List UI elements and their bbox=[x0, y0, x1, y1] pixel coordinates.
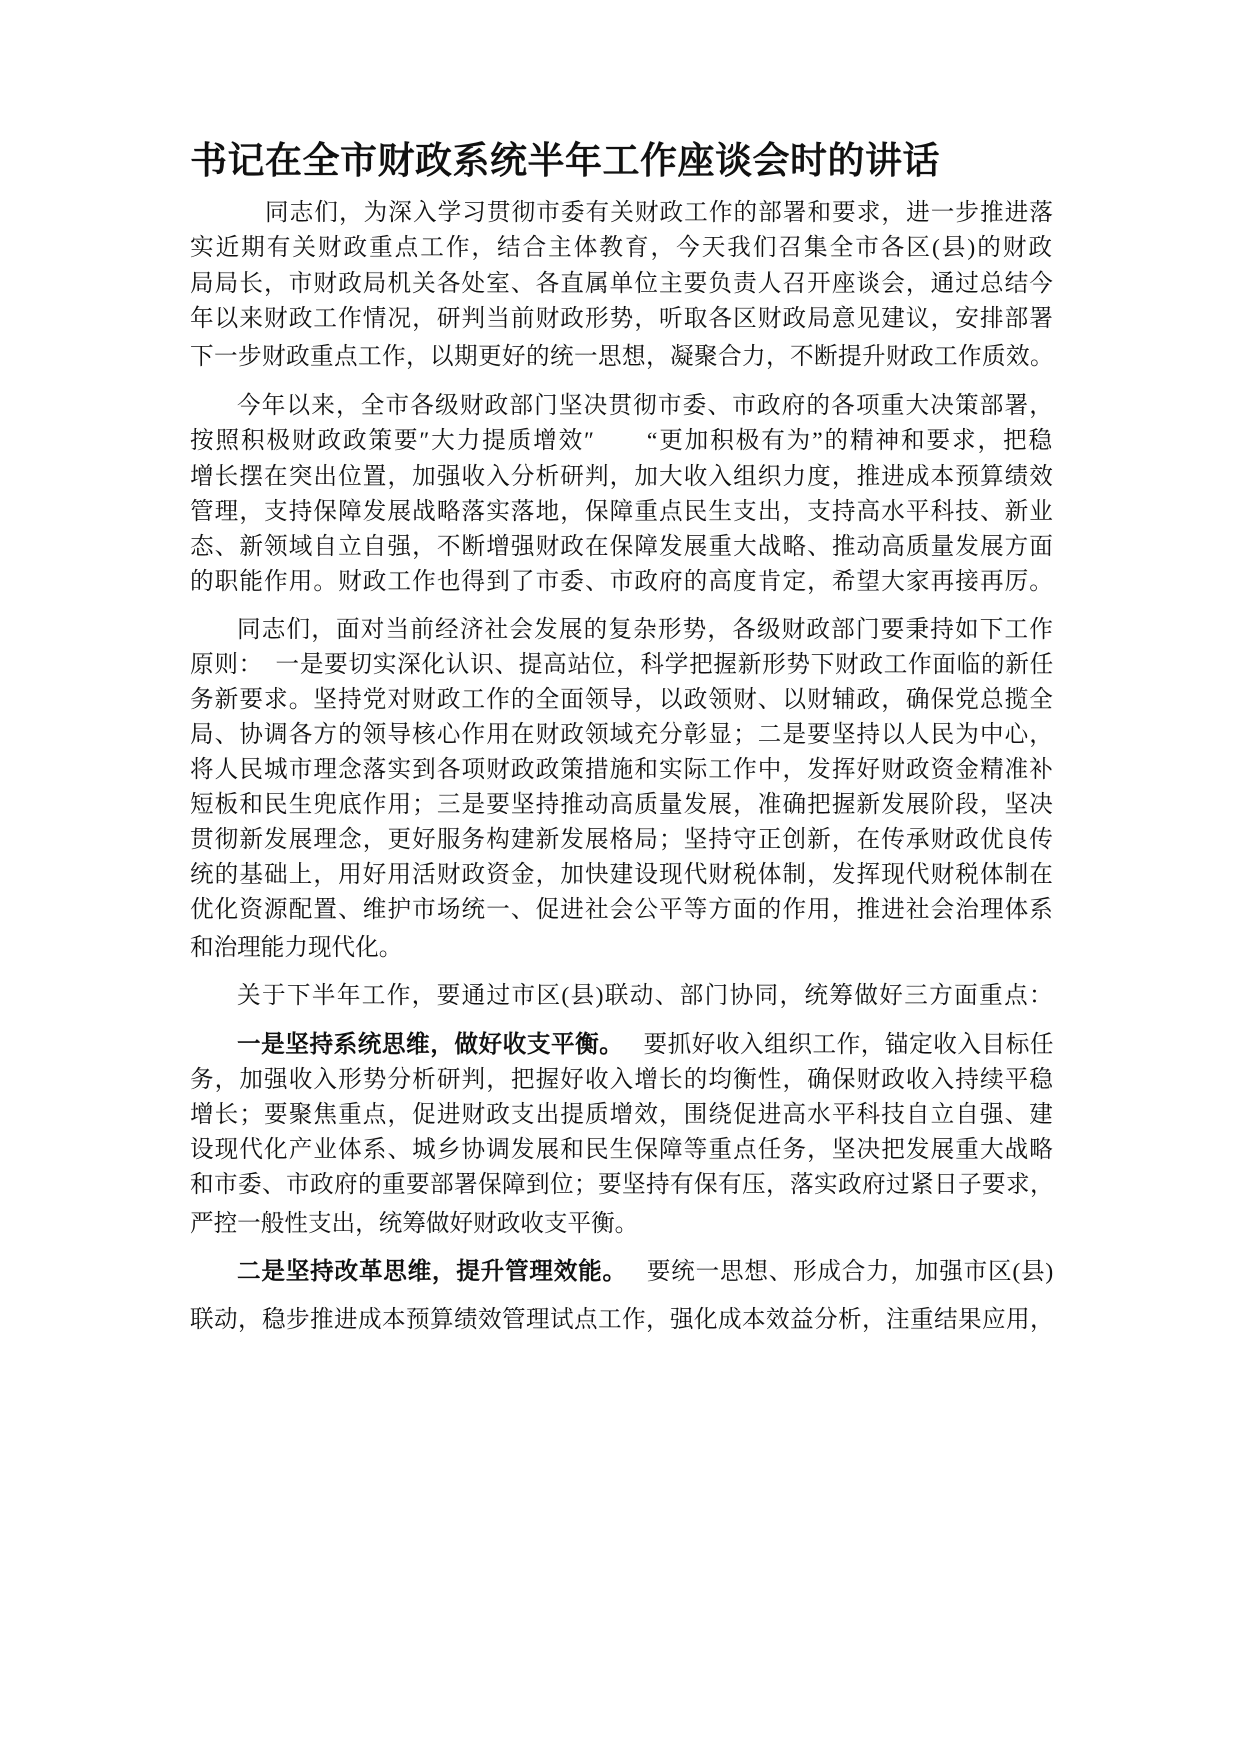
paragraph-1-line-4: 年以来财政工作情况，研判当前财政形势，听取各区财政局意见建议，安排部署 bbox=[190, 306, 1054, 332]
paragraph-5-line-3: 增长；要聚焦重点，促进财政支出提质增效，围绕促进高水平科技自立自强、建 bbox=[190, 1102, 1054, 1128]
paragraph-2-line-5: 态、新领域自立自强，不断增强财政在保障发展重大战略、推动高质量发展方面 bbox=[190, 534, 1054, 560]
paragraph-2-line-6: 的职能作用。财政工作也得到了市委、市政府的高度肯定，希望大家再接再厉。 bbox=[190, 569, 1054, 595]
paragraph-1-line-1: 同志们，为深入学习贯彻市委有关财政工作的部署和要求，进一步推进落 bbox=[265, 200, 1055, 226]
section-heading-2: 二是坚持改革思维，提升管理效能。 bbox=[237, 1259, 627, 1285]
paragraph-2-line-2: 按照积极财政政策要″大力提质增效″ “更加积极有为”的精神和要求，把稳 bbox=[190, 428, 1054, 454]
paragraph-4-line-1: 关于下半年工作，要通过市区(县)联动、部门协同，统筹做好三方面重点： bbox=[237, 983, 1054, 1009]
paragraph-5-line-2: 务，加强收入形势分析研判，把握好收入增长的均衡性，确保财政收入持续平稳 bbox=[190, 1067, 1054, 1093]
paragraph-6-line-1-text: 要统一思想、形成合力，加强市区(县) bbox=[646, 1259, 1055, 1285]
paragraph-6-line-2: 联动，稳步推进成本预算绩效管理试点工作，强化成本效益分析，注重结果应用， bbox=[190, 1307, 1054, 1333]
paragraph-1-line-5: 下一步财政重点工作，以期更好的统一思想，凝聚合力，不断提升财政工作质效。 bbox=[190, 344, 1054, 370]
paragraph-6-line-1 bbox=[237, 1255, 1054, 1289]
paragraph-3-line-7: 贯彻新发展理念，更好服务构建新发展格局；坚持守正创新，在传承财政优良传 bbox=[190, 827, 1054, 853]
document-title: 书记在全市财政系统半年工作座谈会时的讲话 bbox=[190, 141, 940, 182]
paragraph-3-line-4: 局、协调各方的领导核心作用在财政领域充分彰显；二是要坚持以人民为中心， bbox=[190, 722, 1054, 748]
paragraph-5-line-1 bbox=[237, 1028, 1054, 1062]
paragraph-3-line-2: 原则： 一是要切实深化认识、提高站位，科学把握新形势下财政工作面临的新任 bbox=[190, 652, 1054, 678]
paragraph-3-line-5: 将人民城市理念落实到各项财政政策措施和实际工作中，发挥好财政资金精准补 bbox=[190, 757, 1054, 783]
paragraph-3-line-8: 统的基础上，用好用活财政资金，加快建设现代财税体制，发挥现代财税体制在 bbox=[190, 862, 1054, 888]
paragraph-3-line-6: 短板和民生兜底作用；三是要坚持推动高质量发展，准确把握新发展阶段，坚决 bbox=[190, 792, 1054, 818]
paragraph-2-line-4: 管理，支持保障发展战略落实落地，保障重点民生支出，支持高水平科技、新业 bbox=[190, 499, 1054, 525]
paragraph-3-line-1: 同志们，面对当前经济社会发展的复杂形势，各级财政部门要秉持如下工作 bbox=[237, 617, 1055, 643]
paragraph-2-line-3: 增长摆在突出位置，加强收入分析研判，加大收入组织力度，推进成本预算绩效 bbox=[190, 464, 1054, 490]
paragraph-1-line-3: 局局长，市财政局机关各处室、各直属单位主要负责人召开座谈会，通过总结今 bbox=[190, 271, 1054, 297]
paragraph-5-line-1-text: 要抓好收入组织工作，锚定收入目标任 bbox=[643, 1032, 1055, 1058]
paragraph-3-line-10: 和治理能力现代化。 bbox=[190, 935, 403, 961]
paragraph-5-line-4: 设现代化产业体系、城乡协调发展和民生保障等重点任务，坚决把发展重大战略 bbox=[190, 1137, 1054, 1163]
paragraph-3-line-3: 务新要求。坚持党对财政工作的全面领导，以政领财、以财辅政，确保党总揽全 bbox=[190, 687, 1054, 713]
paragraph-5-line-6: 严控一般性支出，统筹做好财政收支平衡。 bbox=[190, 1211, 639, 1237]
paragraph-3-line-9: 优化资源配置、维护市场统一、促进社会公平等方面的作用，推进社会治理体系 bbox=[190, 897, 1054, 923]
paragraph-5-line-5: 和市委、市政府的重要部署保障到位；要坚持有保有压，落实政府过紧日子要求， bbox=[190, 1172, 1054, 1198]
paragraph-2-line-1: 今年以来，全市各级财政部门坚决贯彻市委、市政府的各项重大决策部署， bbox=[237, 393, 1055, 419]
section-heading-1: 一是坚持系统思维，做好收支平衡。 bbox=[237, 1032, 624, 1058]
paragraph-1-line-2: 实近期有关财政重点工作，结合主体教育，今天我们召集全市各区(县)的财政 bbox=[190, 235, 1054, 261]
